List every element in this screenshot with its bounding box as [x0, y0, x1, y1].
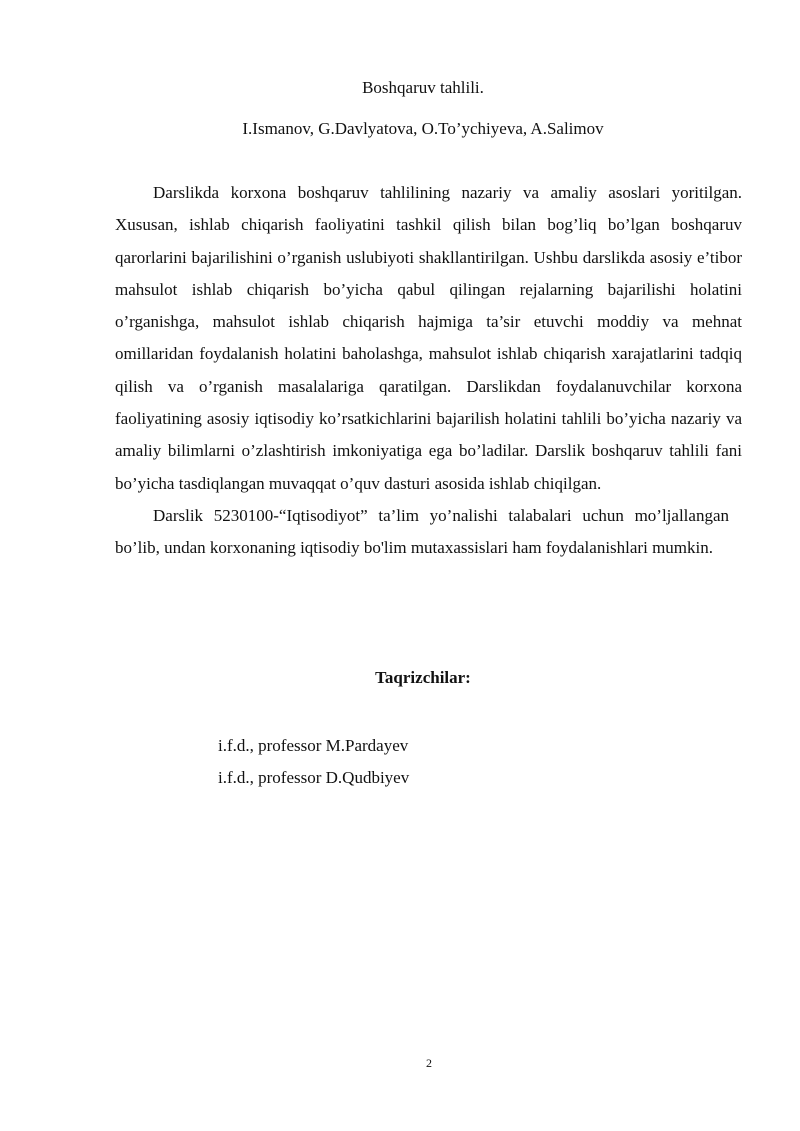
reviewer-item: i.f.d., professor D.Qudbiyev	[218, 768, 410, 787]
reviewer-item: i.f.d., professor M.Pardayev	[218, 736, 409, 755]
annotation-paragraph: Darslik 5230100-“Iqtisodiyot” ta’lim yo’nalishi talabalari uchun mo’ljallangan bo’lib, undan korxonaning iqtisodiy bo'lim mutaxassislari ham foydalanishlari mumkin.	[115, 505, 729, 558]
book-title: Boshqaruv tahlili.	[362, 78, 484, 97]
reviewers-list	[218, 730, 409, 794]
annotation-paragraph: Darslikda korxona boshqaruv tahlilining nazariy va amaliy asoslari yoritilgan. Xususan, ishlab chiqarish faoliyatini tashkil qilish bilan bog’liq bo’lgan boshqaruv qarorlarini bajarilishini o’rganish uslubiyoti shakllantirilgan. Ushbu darslikda asosiy e’tibor mahsulot ishlab chiqarish bo’yicha qabul qilingan rejalarning bajarilishi holatini o’rganishga, mahsulot ishlab chiqarish hajmiga ta’sir etuvchi moddiy va mehnat omillaridan foydalanish holatini baholashga, mahsulot ishlab chiqarish xarajatlarini tadqiq qilish va o’rganish masalalariga qaratilgan. Darslikdan foydalanuvchilar korxona faoliyatining asosiy iqtisodiy ko’rsatkichlarini bajarilish holatini tahlili bo’yicha nazariy va amaliy bilimlarni o’zlashtirish imkoniyatiga ega bo’ladilar. Darslik boshqaruv tahlili fani bo’yicha tasdiqlangan muvaqqat o’quv dasturi asosida ishlab chiqilgan.	[115, 183, 742, 493]
authors-line: I.Ismanov, G.Davlyatova, O.To’ychiyeva, A.Salimov	[242, 119, 604, 138]
reviewers-heading: Taqrizchilar:	[375, 668, 471, 687]
page-number: 2	[426, 1056, 432, 1070]
annotation-body	[115, 177, 742, 565]
